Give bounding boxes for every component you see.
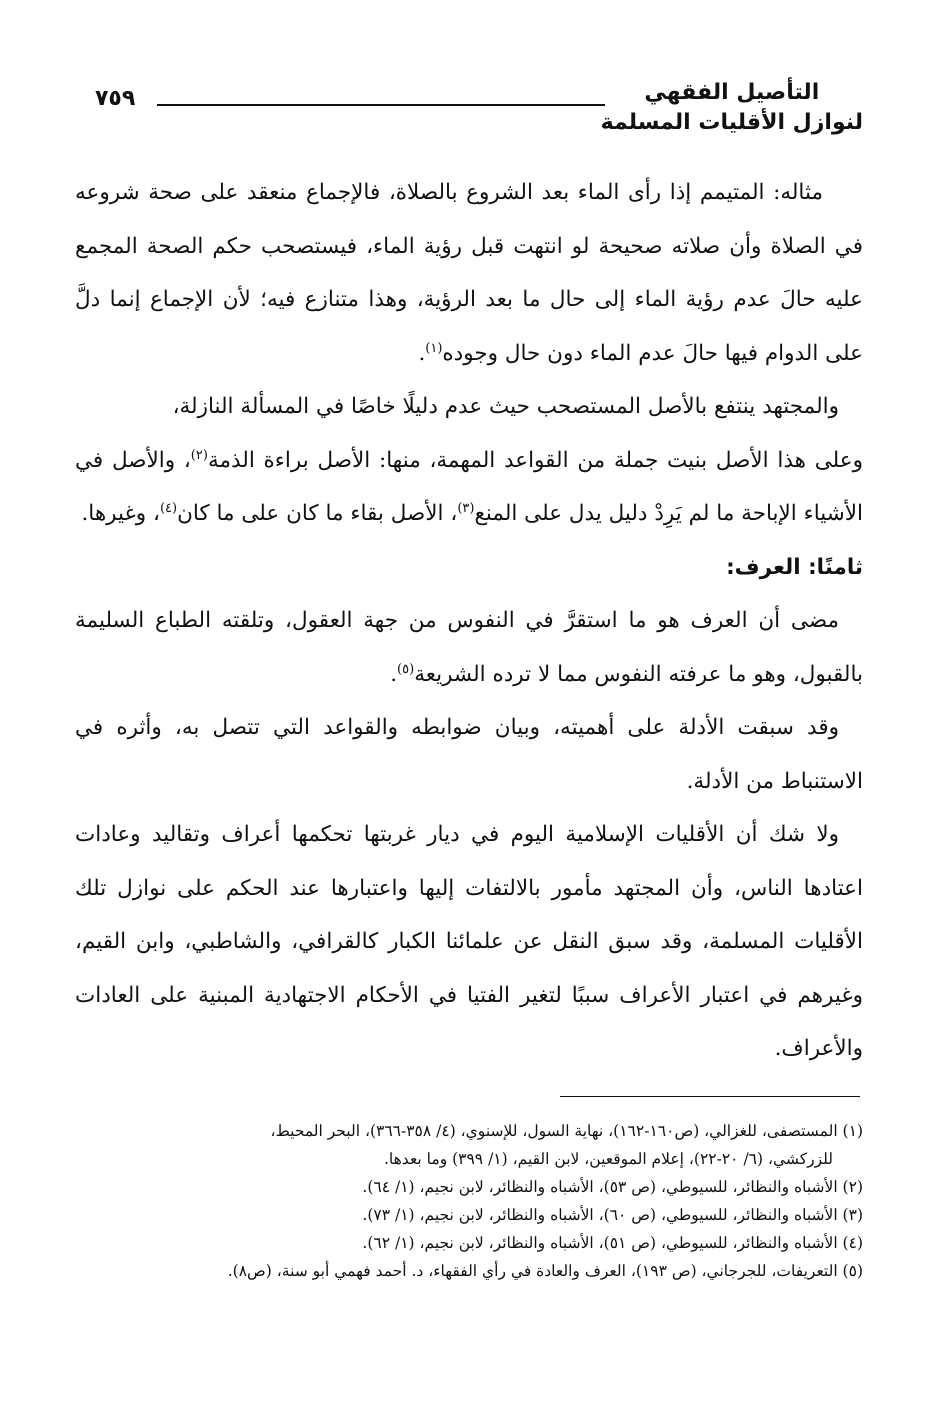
- paragraph-urf-definition: [75, 594, 863, 701]
- header-rule: [157, 104, 605, 106]
- footnote-4: (٤) الأشباه والنظائر، للسيوطي، (ص ٥١)، الأشباه والنظائر، لابن نجيم، (١/ ٦٢).: [362, 1234, 863, 1252]
- footnote-1-line-1: (١) المستصفى، للغزالي، (ص١٦٠-١٦٢)، نهاية السول، للإسنوي، (٤/ ٣٥٨-٣٦٦)، البحر المحيط،: [270, 1122, 863, 1140]
- paragraph-rules-text-a: وعلى هذا الأصل بنيت جملة من القواعد المهمة، منها: الأصل براءة الذمة: [207, 447, 863, 473]
- footnote-ref-5[interactable]: (٥): [397, 661, 415, 677]
- section-heading-urf: ثامنًا: العرف:: [726, 554, 863, 580]
- footnote-5: (٥) التعريفات، للجرجاني، (ص ١٩٣)، العرف والعادة في رأي الفقهاء، د. أحمد فهمي أبو سنة، (ص٨).: [227, 1262, 863, 1280]
- page-number: ٧٥٩: [95, 86, 136, 111]
- paragraph-example-text: مثاله: المتيمم إذا رأى الماء بعد الشروع بالصلاة، فالإجماع منعقد على صحة شروعه في الصلاة وأن صلاته صحيحة لو انتهت قبل رؤية الماء، فيستصحب حكم الصحة المجمع عليه حالَ عدم رؤية الماء إلى حال ما بعد الرؤية، وهذا متنازع فيه؛ لأن الإجماع إنما دلَّ على الدوام فيها حالَ عدم الماء دون حال وجوده: [75, 180, 863, 366]
- paragraph-mujtahid: والمجتهد ينتفع بالأصل المستصحب حيث عدم دليلًا خاصًا في المسألة النازلة،: [172, 394, 839, 419]
- paragraph-minorities-customs: ولا شك أن الأقليات الإسلامية اليوم في ديار غربتها تحكمها أعراف وتقاليد وعادات اعتادها الناس، وأن المجتهد مأمور بالالتفات إليها واعتبارها عند الحكم على نوازل تلك الأقليات المسلمة، وقد سبق النقل عن علمائنا الكبار كالقرافي، والشاطبي، وابن القيم، وغيرهم في اعتبار الأعراف سببًا لتغير الفتيا في الأحكام الاجتهادية المبنية على العادات والأعراف.: [75, 822, 863, 1061]
- main-text: [75, 166, 863, 1076]
- footnote-separator: [560, 1096, 860, 1097]
- paragraph-example-end: .: [418, 340, 426, 366]
- paragraph-rules-text-c: ، الأصل بقاء ما كان على ما كان: [177, 501, 458, 526]
- paragraph-urf-definition-end: .: [390, 661, 398, 687]
- paragraph-urf-evidence: وقد سبقت الأدلة على أهميته، وبيان ضوابطه والقواعد التي تتصل به، وأثره في الاستنباط من الأدلة.: [75, 715, 863, 794]
- footnotes: [75, 1117, 863, 1285]
- footnote-2: (٢) الأشباه والنظائر، للسيوطي، (ص ٥٣)، الأشباه والنظائر، لابن نجيم، (١/ ٦٤).: [362, 1178, 863, 1196]
- footnote-3: (٣) الأشباه والنظائر، للسيوطي، (ص ٦٠)، الأشباه والنظائر، لابن نجيم، (١/ ٧٣).: [362, 1206, 863, 1224]
- book-title-line-2: لنوازل الأقليات المسلمة: [600, 110, 863, 135]
- paragraph-urf-definition-text: مضى أن العرف هو ما استقرَّ في النفوس من جهة العقول، وتلقته الطباع السليمة بالقبول، وهو ما عرفته النفوس مما لا ترده الشريعة: [75, 608, 863, 687]
- footnote-1-line-2: للزركشي، (٦/ ٢٠-٢٢)، إعلام الموقعين، لابن القيم، (١/ ٣٩٩) وما بعدها.: [383, 1150, 833, 1168]
- paragraph-example: [75, 166, 863, 380]
- book-title: [601, 78, 863, 138]
- book-title-line-1: التأصيل الفقهي: [644, 80, 820, 105]
- footnote-ref-2[interactable]: (٢): [190, 447, 208, 463]
- footnote-ref-4[interactable]: (٤): [159, 500, 178, 516]
- paragraph-rules-text-d: ، وغيرها.: [81, 501, 160, 526]
- footnote-ref-1[interactable]: (١): [425, 340, 443, 356]
- footnote-1: [75, 1117, 863, 1173]
- paragraph-rules: [75, 434, 863, 541]
- footnote-ref-3[interactable]: (٣): [457, 500, 475, 516]
- paragraph-rules-text-b: ، والأصل في الأشياء الإباحة ما لم يَرِدْ دليل يدل على المنع: [75, 447, 863, 526]
- running-header: [95, 78, 863, 148]
